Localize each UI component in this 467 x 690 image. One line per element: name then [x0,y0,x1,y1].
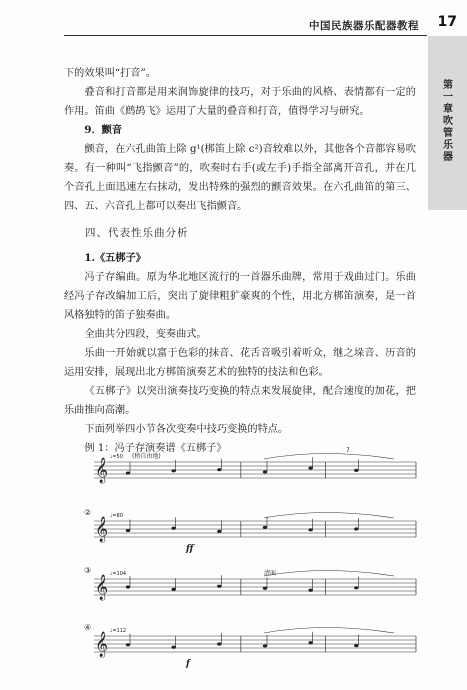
paragraph-3: 颤音，在六孔曲笛上除 g¹(梆笛上除 c²)音较难以外，其他各个音都容易吹奏。有一种叫“飞指颤音”的，吹奏时右手(或左手)手指全部离开音孔，并在几个音孔上面迅速左右抹动，发出特殊的强烈的颤音效果。在六孔曲笛的第三、四、五、六音孔上都可以奏出飞指颤音。 [64,144,416,212]
note-head [126,529,130,532]
book-title: 中国民族器乐配器教程 [309,20,419,32]
tempo-marking: ♩=104 [110,571,127,577]
note-head [263,587,267,590]
slur [264,571,394,577]
paragraph-2: 叠音和打音都是用来润饰旋律的技巧，对于乐曲的风格、表情都有一定的作用。笛曲《鹧鸪飞》运用了大量的叠音和打音，值得学习与研究。 [64,87,416,117]
performance-instruction: (稍自由地) [132,453,161,460]
note-head [217,530,221,533]
example-caption: 例 1：冯子存演奏谱《五梆子》 [84,443,227,454]
treble-clef: 𝄞 [95,632,109,657]
paragraph-5: 全曲共分四段，变奏曲式。 [84,329,207,340]
heading-wubangzi: 1.《五梆子》 [84,252,146,264]
note-head [171,469,175,472]
header-rule [64,35,427,36]
note-head [354,469,358,472]
slur [264,628,394,634]
treble-clef: 𝄞 [95,575,109,600]
note-head [217,468,221,471]
note-head [263,644,267,647]
score-annotation: 清面 [264,570,277,577]
body-text [64,64,416,458]
note-head [217,585,221,588]
tuplet-label: 7 [346,447,350,454]
tempo-marking: ♩=80 [110,513,123,519]
note-head [126,643,130,646]
page-number: 17 [437,14,457,30]
note-head [263,470,267,473]
note-head [171,588,175,591]
variation-number: ② [84,508,92,517]
chapter-tab [428,36,467,210]
note-head [354,644,358,647]
note-head [171,646,175,649]
slur [264,454,394,460]
slur [264,513,394,519]
note-head [354,586,358,589]
treble-clef: 𝄞 [95,458,109,483]
tempo-marking: ♩=50 [110,454,123,460]
paragraph-6: 乐曲一开始就以富于色彩的抹音、花舌音吸引着听众，继之垛音、历音的运用安排，展现出北方梆笛演奏艺术的独特的技法和色彩。 [64,348,416,378]
dynamic-marking: ff [186,544,194,554]
note-head [308,466,312,469]
treble-clef: 𝄞 [95,517,109,542]
variation-number: ③ [84,566,92,575]
paragraph-1: 下的效果叫“打音”。 [64,68,156,79]
variation-number: ④ [84,623,92,632]
music-score-example [84,446,424,686]
note-head [126,471,130,474]
section-heading: 四、代表性乐曲分析 [85,227,189,239]
heading-tremolo: 9．颤音 [84,124,123,136]
note-head [217,642,221,645]
page-header [0,0,467,36]
tempo-marking: ♩=112 [110,628,127,634]
paragraph-8: 下面列举四小节各次变奏中技巧变换的特点。 [84,424,289,435]
note-head [308,589,312,592]
chapter-tab-label: 第一章 吹管乐器 [443,80,453,163]
dynamic-marking: f [186,659,190,669]
paragraph-7: 《五梆子》以突出演奏技巧变换的特点来发展旋律，配合速度的加花，把乐曲推向高潮。 [64,386,416,416]
paragraph-4: 冯子存编曲。原为华北地区流行的一首器乐曲牌，常用于戏曲过门。乐曲经冯子存改编加工后，突出了旋律粗犷豪爽的个性，用北方梆笛演奏，是一首风格独特的笛子独奏曲。 [64,272,416,321]
note-head [308,528,312,531]
note-head [126,585,130,588]
note-head [263,526,267,529]
note-head [308,641,312,644]
music-score [84,446,424,686]
note-head [354,527,358,530]
note-head [171,527,175,530]
